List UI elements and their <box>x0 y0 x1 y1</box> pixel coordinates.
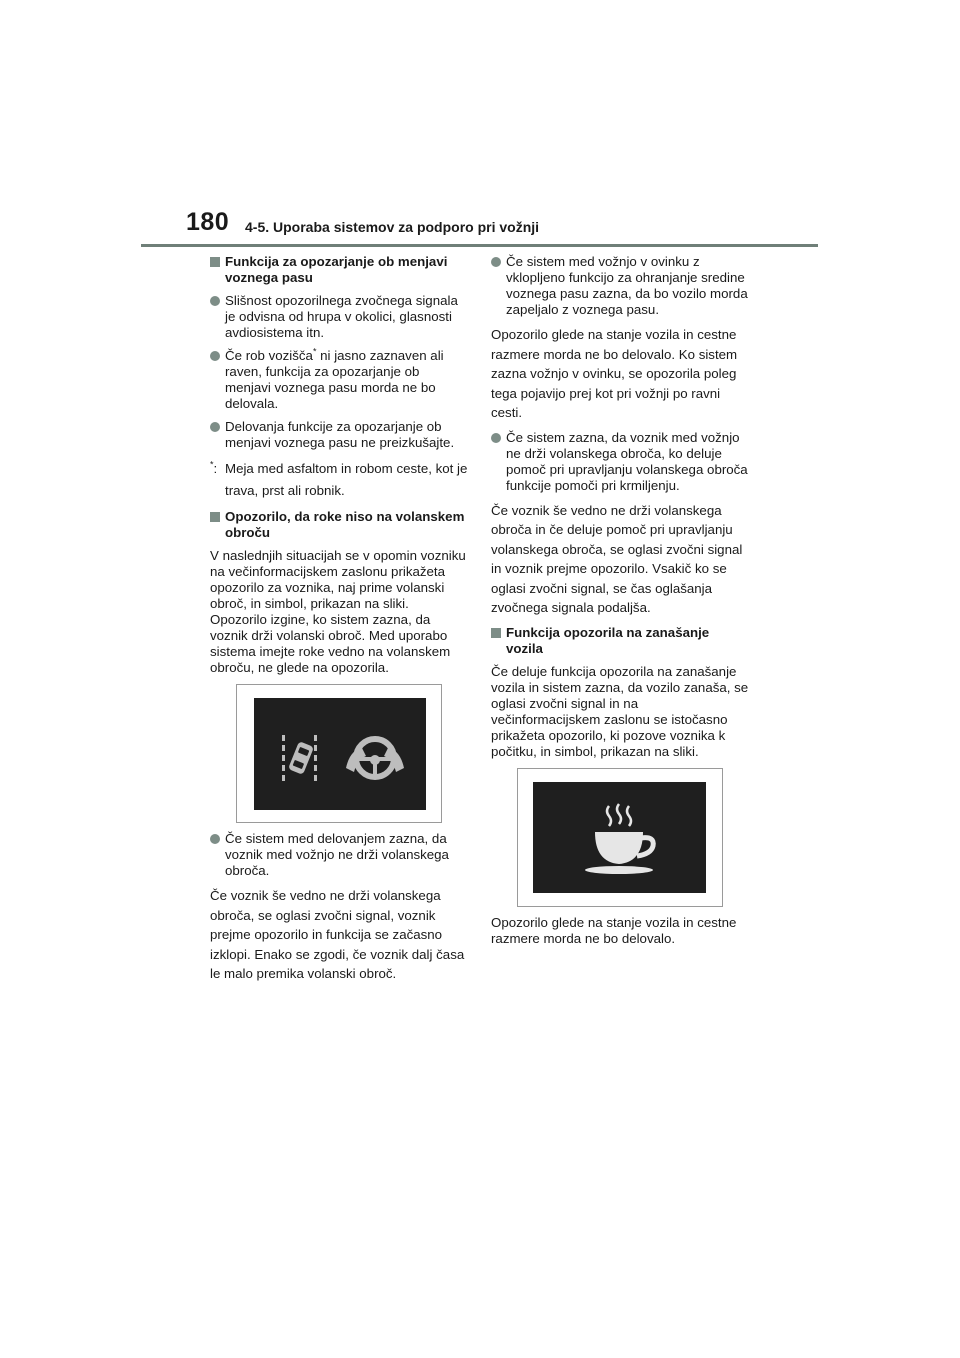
bullet-dot-icon <box>210 834 220 844</box>
figure-rest-warning <box>517 768 723 907</box>
section-title-text: Funkcija za opozarjanje ob menjavi voznega pasu <box>225 254 448 285</box>
bullet-dot-icon <box>491 433 501 443</box>
section-square-icon <box>210 512 220 522</box>
bullet-item <box>210 831 468 879</box>
header-divider <box>141 244 818 247</box>
section-title-text: Funkcija opozorila na zanašanje vozila <box>506 624 710 656</box>
paragraph: V naslednjih situacijah se v opomin vozniku na večinformacijskem zaslonu prikažeta opozorilo za voznika, naj prime volanski obroč, in simbol, prikazan na sliki. Opozorilo izgine, ko sistem zazna, da voznik drži volanski obroč. Med uporabo sistema imejte roke vedno na volanskem obroču, ne glede na opozorila. <box>210 548 466 675</box>
footnote-text: Meja med asfaltom in robom ceste, kot je trava, prst ali robnik. <box>225 461 468 498</box>
paragraph: Če deluje funkcija opozorila na zanašanje vozila in sistem zazna, da vozilo zanaša, se oglasi zvočni signal in na večinformacijskem zaslonu se istočasno prikažeta opozorilo, ki pozove voznika k počitku, in simbol, prikazan na sliki. <box>491 663 749 759</box>
bullet-text: Delovanja funkcije za opozarjanje ob menjavi voznega pasu ne preizkušajte. <box>225 419 455 450</box>
bullet-item <box>210 419 468 451</box>
paragraph: Opozorilo glede na stanje vozila in cestne razmere morda ne bo delovalo. <box>491 914 737 946</box>
bullet-dot-icon <box>491 257 501 267</box>
section-square-icon <box>491 628 501 638</box>
coffee-cup-icon <box>585 804 653 874</box>
bullet-text: Če sistem med delovanjem zazna, da voznik med vožnjo ne drži volanskega obroča. <box>225 831 449 878</box>
page-header <box>0 0 960 260</box>
bullet-item <box>210 348 468 412</box>
footnote-reference: * <box>312 346 317 357</box>
section-square-icon <box>210 257 220 267</box>
bullet-dot-icon <box>210 422 220 432</box>
bullet-item <box>491 254 749 318</box>
section-title-drowsiness-warning <box>491 625 749 657</box>
figure-hands-off-warning <box>236 684 442 823</box>
footnote-mark: *: <box>210 459 218 476</box>
footnote <box>210 458 468 502</box>
section-title-lane-change-warning <box>210 254 468 286</box>
bullet-text-end: ni jasno zaznaven ali raven, funkcija za opozarjanje ob menjavi voznega pasu morda ne bo delovala. <box>225 348 444 411</box>
bullet-text: Če sistem med vožnjo v ovinku z vklopljeno funkcijo za ohranjanje sredine voznega pasu zazna, da bo vozilo morda zapeljalo z voznega pasu. <box>506 254 748 317</box>
display-screen <box>533 782 706 893</box>
display-screen <box>254 698 426 810</box>
bullet-dot-icon <box>210 351 220 361</box>
section-title-text: Opozorilo, da roke niso na volanskem obroču <box>225 509 465 540</box>
left-column <box>210 254 468 991</box>
paragraph: Če voznik še vedno ne drži volanskega obroča, se oglasi zvočni signal, voznik prejme opozorilo in funkcija se začasno izklopi. Enako se zgodi, če voznik dalj časa le malo premika volanski obroč. <box>210 888 465 981</box>
paragraph: Če voznik še vedno ne drži volanskega obroča in če deluje pomoč pri upravljanju volanskega obroča, se oglasi zvočni signal in voznik prejme opozorilo. Vsakič ko se oglasi zvočni signal, se čas oglašanja zvočnega signala podaljša. <box>491 502 743 615</box>
section-title-hands-off-warning <box>210 509 468 541</box>
paragraph: Opozorilo glede na stanje vozila in cestne razmere morda ne bo delovalo. Ko sistem zazna vožnjo v ovinku, se opozorila poleg tega pojavijo prej kot pri vožnji po ravni cesti. <box>491 327 738 420</box>
bullet-text: Če sistem zazna, da voznik med vožnjo ne drži volanskega obroča, ko deluje pomoč pri upravljanju volanskega obroča funkcije pomoči pri krmiljenju. <box>506 429 748 493</box>
bullet-text: Slišnost opozorilnega zvočnega signala je odvisna od hrupa v okolici, glasnosti avdiosistema itn. <box>225 293 458 340</box>
bullet-item <box>491 430 749 494</box>
right-column <box>491 254 749 954</box>
hands-on-wheel-icon <box>346 739 404 777</box>
bullet-text-start: Če rob vozišča <box>225 348 313 363</box>
bullet-dot-icon <box>210 296 220 306</box>
chapter-title: 4-5. Uporaba sistemov za podporo pri vožnji <box>245 219 540 235</box>
bullet-item <box>210 293 468 341</box>
page-number: 180 <box>186 208 230 236</box>
lane-departure-icon <box>282 735 317 781</box>
